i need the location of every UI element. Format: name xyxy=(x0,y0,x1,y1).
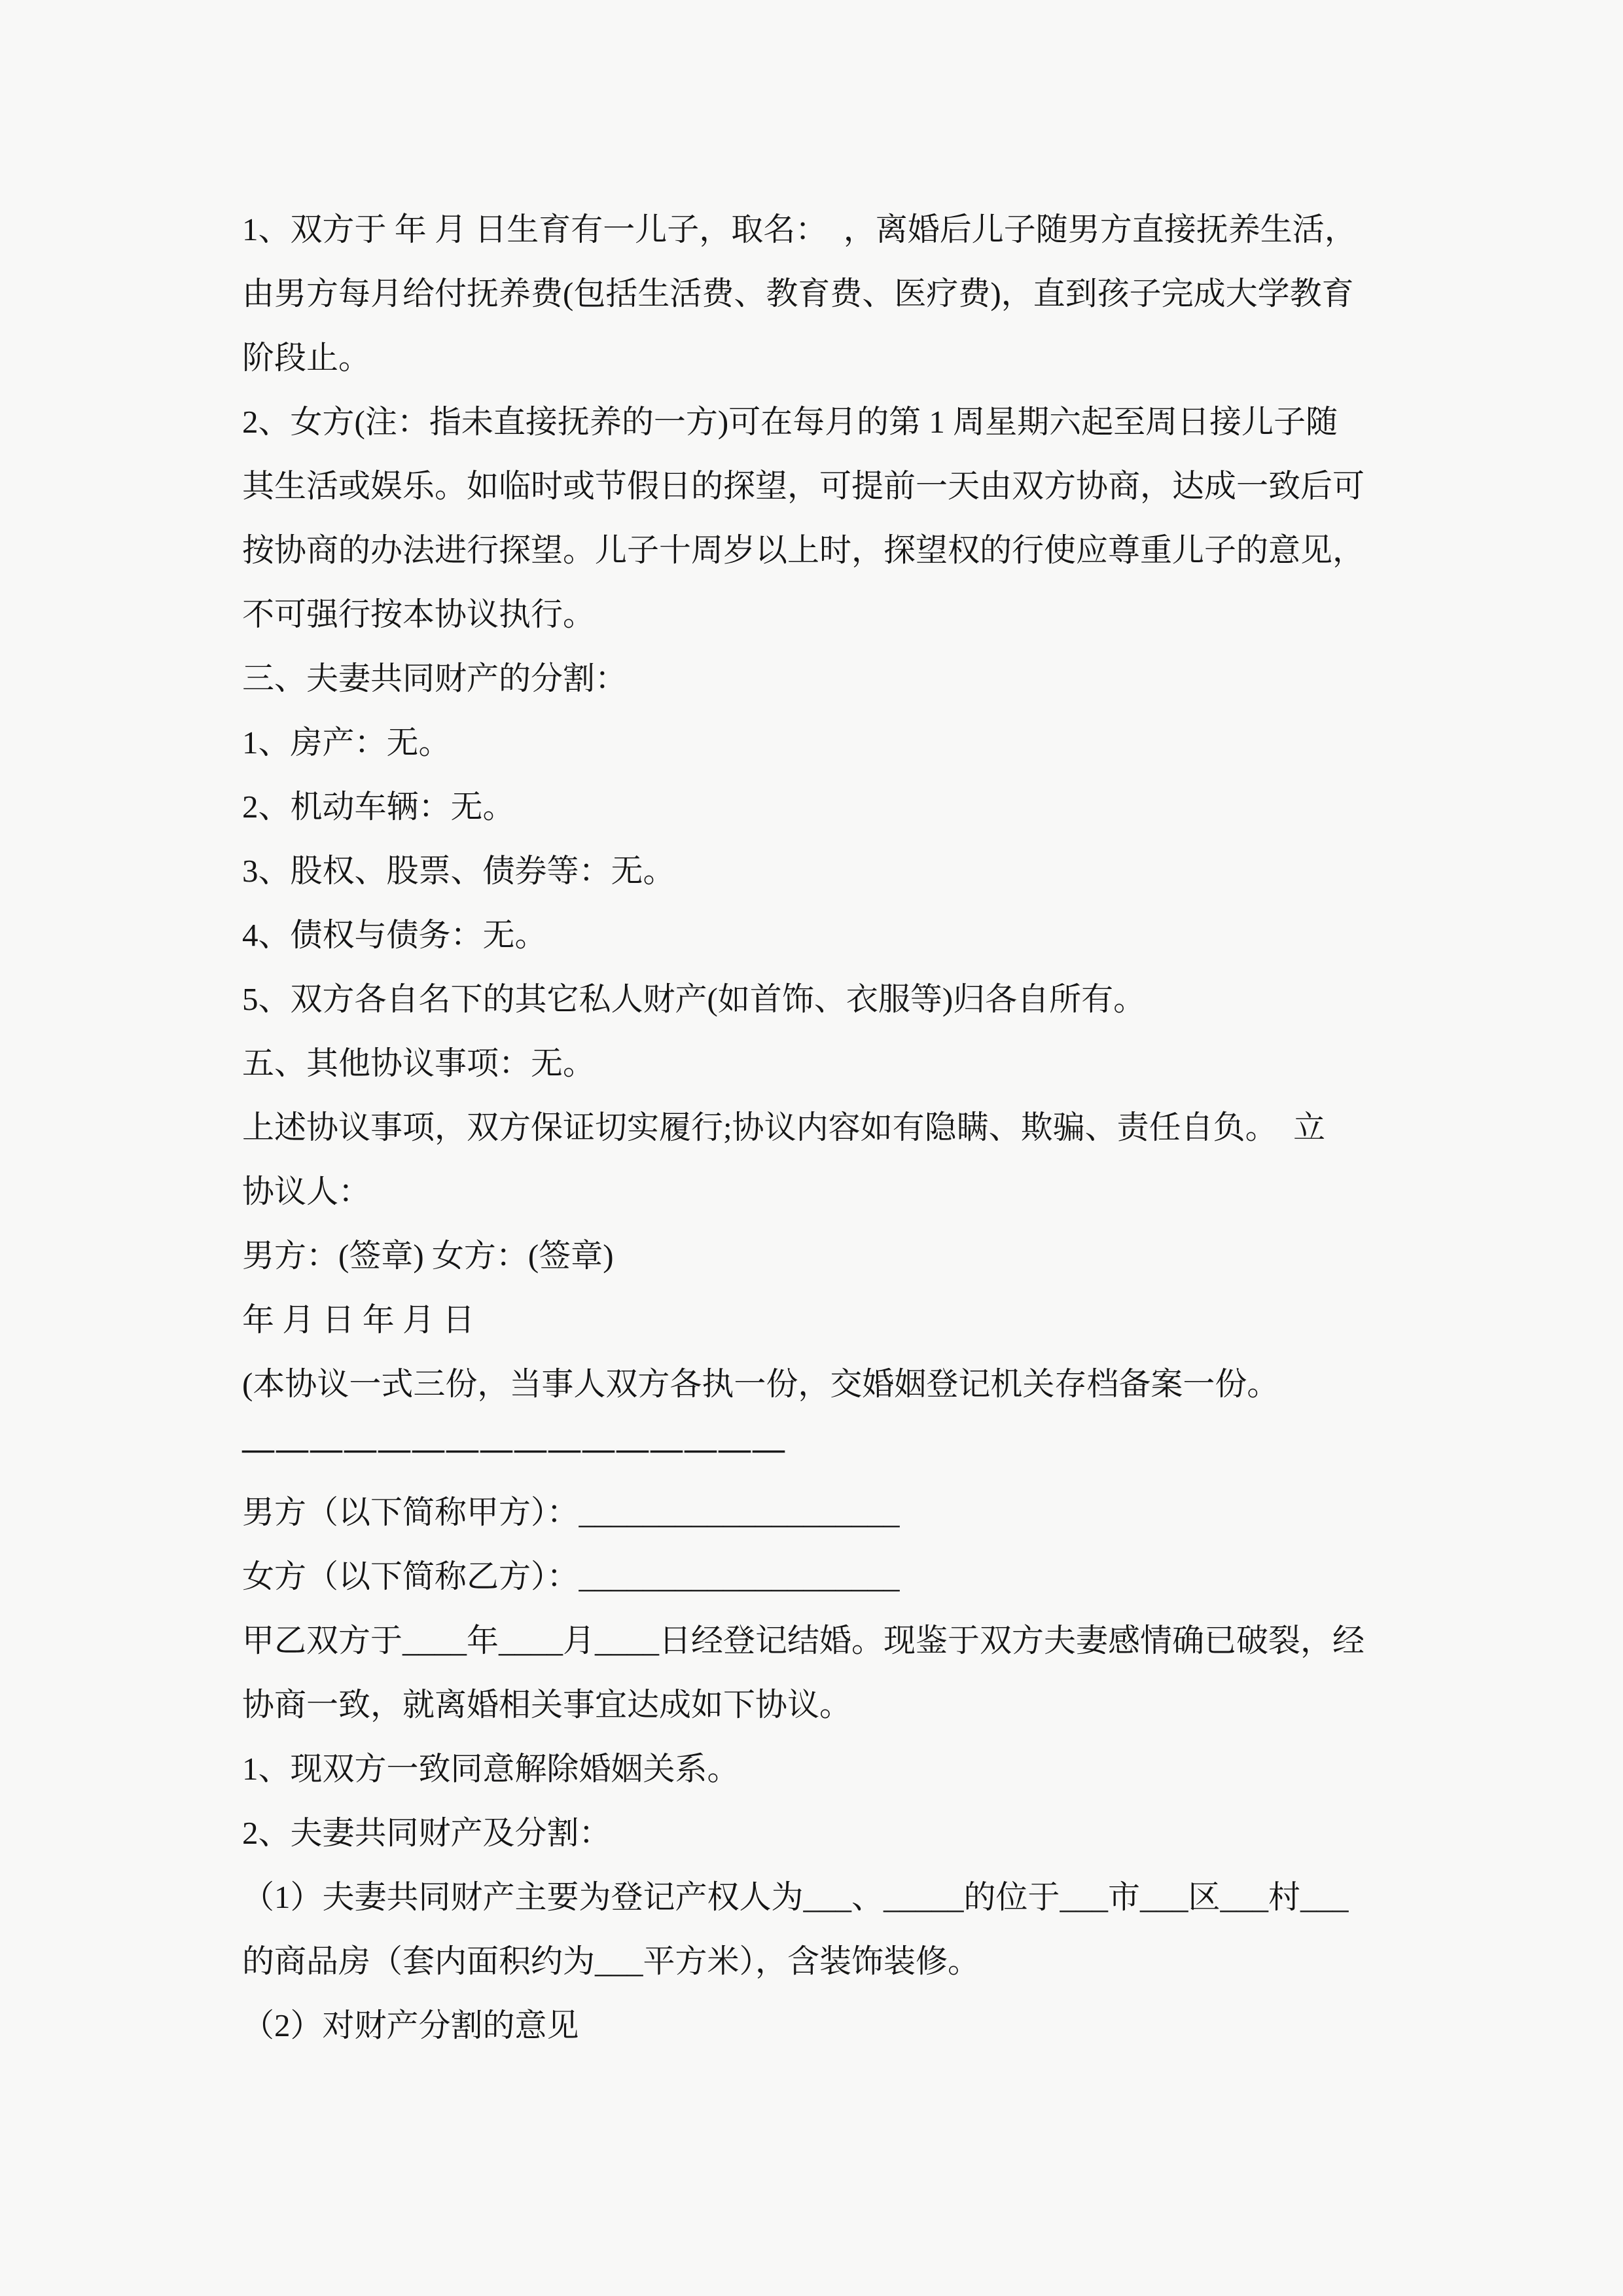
document-line: 女方（以下简称乙方）：____________________ xyxy=(242,1558,900,1594)
document-line: （2）对财产分割的意见 xyxy=(242,2007,579,2043)
document-line: 1、双方于 年 月 日生育有一儿子，取名： ，离婚后儿子随男方直接抚养生活， xyxy=(242,211,1357,247)
document-line: 4、债权与债务：无。 xyxy=(242,917,547,953)
document-line: 年 月 日 年 月 日 xyxy=(242,1302,475,1338)
document-line: 三、夫妻共同财产的分割： xyxy=(242,660,628,696)
document-line: （1）夫妻共同财产主要为登记产权人为___、_____的位于___市___区___村___ xyxy=(242,1879,1349,1915)
document-line: 1、房产：无。 xyxy=(242,725,451,761)
document-line: 五、其他协议事项：无。 xyxy=(242,1045,596,1081)
document-line: 其生活或娱乐。如临时或节假日的探望，可提前一天由双方协商，达成一致后可 xyxy=(242,468,1365,504)
document-line: 阶段止。 xyxy=(242,340,371,376)
document-line: 协议人： xyxy=(242,1174,371,1210)
document-line: 3、股权、股票、债券等：无。 xyxy=(242,853,675,889)
document-line: 1、现双方一致同意解除婚姻关系。 xyxy=(242,1751,740,1787)
document-line: 甲乙双方于____年____月____日经登记结婚。现鉴于双方夫妻感情确已破裂，经 xyxy=(242,1623,1365,1659)
document-line: 2、机动车辆：无。 xyxy=(242,789,515,825)
document-line: 协商一致，就离婚相关事宜达成如下协议。 xyxy=(242,1687,852,1723)
document-line: 不可强行按本协议执行。 xyxy=(242,596,596,632)
document-line: 按协商的办法进行探望。儿子十周岁以上时，探望权的行使应尊重儿子的意见， xyxy=(242,532,1365,568)
document-line: 男方：(签章) 女方：(签章) xyxy=(242,1238,614,1274)
document-line: 由男方每月给付抚养费(包括生活费、教育费、医疗费)，直到孩子完成大学教育 xyxy=(242,276,1354,312)
document-line: 的商品房（套内面积约为___平方米），含装饰装修。 xyxy=(242,1943,980,1979)
document-line: 5、双方各自名下的其它私人财产(如首饰、衣服等)归各自所有。 xyxy=(242,981,1146,1017)
document-line: 上述协议事项，双方保证切实履行;协议内容如有隐瞒、欺骗、责任自负。 立 xyxy=(242,1109,1326,1145)
document-line: 2、女方(注：指未直接抚养的一方)可在每月的第 1 周星期六起至周日接儿子随 xyxy=(242,404,1338,440)
section-separator: ———————————————— xyxy=(242,1430,787,1466)
document-line: 2、夫妻共同财产及分割： xyxy=(242,1815,611,1851)
document-line: 男方（以下简称甲方）：____________________ xyxy=(242,1494,900,1530)
document-line: (本协议一式三份，当事人双方各执一份，交婚姻登记机关存档备案一份。 xyxy=(242,1366,1279,1402)
